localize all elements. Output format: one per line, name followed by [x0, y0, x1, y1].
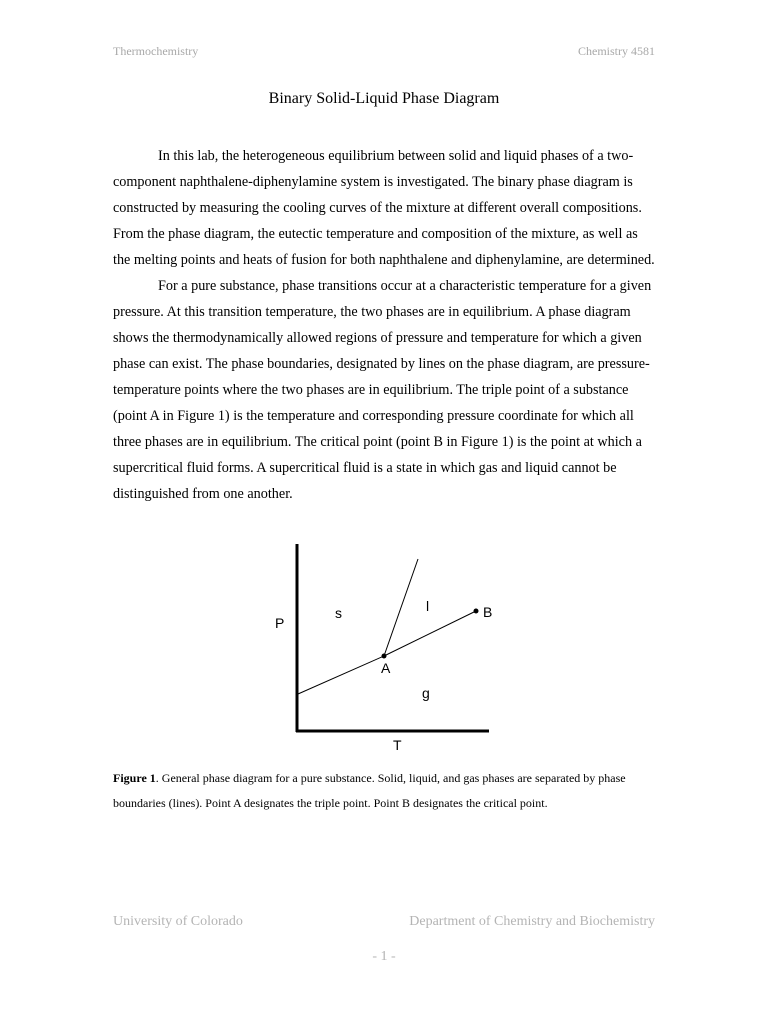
page-number: - 1 - — [372, 949, 396, 964]
phase-diagram-figure — [260, 538, 510, 760]
footer-university: University of Colorado — [113, 914, 243, 929]
critical-point-label: B — [483, 604, 493, 620]
footer-department: Department of Chemistry and Biochemistry — [409, 914, 655, 929]
header-course-number: Chemistry 4581 — [578, 44, 655, 58]
paragraph-phase-transitions: For a pure substance, phase transitions occur at a characteristic temperature for a given pressure. At this transition temperature, the two phases are in equilibrium. A phase diagram shows the thermodynamically allowed regions of pressure and temperature for which a given phase can exist. The phase boundaries, designated by lines on the phase diagram, are pressure-temperature points where the two phases are in equilibrium. The triple point of a substance (point A in Figure 1) is the temperature and corresponding pressure coordinate for which all three phases are in equilibrium. The critical point (point B in Figure 1) is the point at which a supercritical fluid forms. A supercritical fluid is a state in which gas and liquid cannot be distinguished from one another. — [113, 278, 652, 502]
triple-point-marker — [382, 654, 387, 659]
x-axis-label: T — [393, 737, 402, 753]
triple-point-label: A — [381, 660, 391, 676]
figure-caption — [113, 766, 658, 816]
caption-label: Figure 1 — [113, 771, 156, 785]
caption-text: . General phase diagram for a pure substance. Solid, liquid, and gas phases are separated by phase boundaries (lines). Point A designates the triple point. Point B designates the critical point. — [113, 771, 626, 810]
region-liquid-label: l — [426, 598, 430, 614]
paragraph-intro: In this lab, the heterogeneous equilibrium between solid and liquid phases of a two-component naphthalene-diphenylamine system is investigated. The binary phase diagram is constructed by measuring the cooling curves of the mixture at different overall compositions. From the phase diagram, the eutectic temperature and composition of the mixture, as well as the melting points and heats of fusion for both naphthalene and diphenylamine, are determined. — [113, 148, 655, 268]
phase-diagram-svg — [260, 538, 510, 760]
y-axis-label: P — [275, 615, 285, 631]
region-gas-label: g — [422, 685, 430, 701]
page-title: Binary Solid-Liquid Phase Diagram — [268, 90, 500, 107]
solid-gas-boundary — [298, 656, 384, 694]
body-text — [113, 143, 658, 507]
critical-point-marker — [474, 609, 479, 614]
region-solid-label: s — [335, 605, 342, 621]
header-course-topic: Thermochemistry — [113, 44, 199, 58]
